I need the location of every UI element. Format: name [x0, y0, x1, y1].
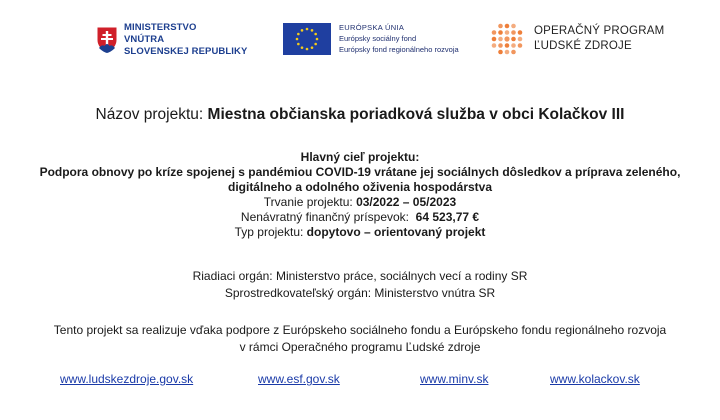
eu-line2: Európsky sociálny fond: [339, 34, 417, 43]
project-title: [0, 106, 720, 124]
ministry-line1: MINISTERSTVO: [124, 22, 197, 33]
op-dot: [511, 37, 516, 42]
op-dot: [498, 37, 503, 42]
op-dot: [505, 30, 510, 35]
type-row: [0, 225, 720, 240]
op-logo-text: [534, 24, 664, 54]
project-details: [0, 150, 720, 240]
op-dot: [505, 24, 510, 29]
ministry-logo-text: [124, 22, 247, 58]
eu-star: [306, 27, 309, 30]
eu-logo: [283, 22, 459, 55]
goal-line1: Podpora obnovy po kríze spojenej s pandémiou COVID-19 vrátane jej sociálnych dôsledkov a príprava zeleného,: [39, 165, 681, 179]
duration-row: [0, 195, 720, 210]
logo-bar: [0, 18, 720, 68]
eu-line3: Európsky fond regionálneho rozvoja: [339, 45, 459, 54]
support-statement: [0, 322, 720, 356]
eu-star: [311, 46, 314, 49]
op-line1: OPERAČNÝ PROGRAM: [534, 25, 665, 37]
ministry-logo: [96, 22, 247, 58]
eu-flag-icon: [283, 23, 331, 55]
duration-label: Trvanie projektu:: [263, 195, 353, 209]
op-dot: [492, 43, 497, 48]
op-dot: [498, 24, 503, 29]
type-value: dopytovo – orientovaný projekt: [306, 225, 486, 239]
intermediate-body: Sprostredkovateľský orgán: Ministerstvo vnútra SR: [224, 286, 496, 300]
ministry-line3: SLOVENSKEJ REPUBLIKY: [124, 46, 248, 57]
eu-star: [311, 29, 314, 32]
link-esf[interactable]: www.esf.gov.sk: [258, 372, 340, 386]
organizations: [0, 268, 720, 302]
eu-star: [301, 29, 304, 32]
type-label: Typ projektu:: [234, 225, 304, 239]
links-row: [0, 372, 720, 392]
link-kolackov[interactable]: www.kolackov.sk: [550, 372, 640, 386]
op-dot: [518, 30, 523, 35]
dots-grid-icon: [490, 22, 524, 56]
link-minv[interactable]: www.minv.sk: [420, 372, 489, 386]
eu-star: [297, 32, 300, 35]
eu-line1: EURÓPSKA ÚNIA: [339, 23, 405, 32]
op-dot: [492, 37, 497, 42]
op-dot: [498, 43, 503, 48]
op-dot: [511, 30, 516, 35]
eu-star: [316, 37, 319, 40]
op-dot: [498, 30, 503, 35]
op-dot: [505, 50, 510, 55]
op-dot: [518, 43, 523, 48]
slovak-coat-of-arms-icon: [96, 26, 118, 54]
support-line1: Tento projekt sa realizuje vďaka podpore z Európskeho sociálneho fondu a Európskeho fondu regionálneho rozvoja: [53, 323, 667, 337]
eu-star: [306, 47, 309, 50]
goal-line2: digitálneho a odolného oživenia hospodárstva: [227, 180, 493, 194]
ministry-line2: VNÚTRA: [124, 34, 165, 45]
op-dot: [511, 50, 516, 55]
op-dot: [492, 30, 497, 35]
op-dot: [505, 43, 510, 48]
op-dot: [518, 37, 523, 42]
eu-star: [314, 32, 317, 35]
eu-star: [301, 46, 304, 49]
op-dot: [498, 50, 503, 55]
eu-logo-text: [339, 22, 459, 55]
managing-authority: Riadiaci orgán: Ministerstvo práce, sociálnych vecí a rodiny SR: [192, 269, 528, 283]
eu-star: [297, 42, 300, 45]
op-line2: ĽUDSKÉ ZDROJE: [534, 40, 632, 52]
link-ludskezdroje[interactable]: www.ludskezdroje.gov.sk: [60, 372, 194, 386]
duration-value: 03/2022 – 05/2023: [356, 195, 457, 209]
goal-heading: Hlavný cieľ projektu:: [300, 150, 420, 164]
op-dot: [511, 24, 516, 29]
grant-label: Nenávratný finančný príspevok:: [240, 210, 409, 224]
grant-value: 64 523,77 €: [415, 210, 480, 224]
op-logo: [490, 22, 664, 56]
op-dot: [504, 36, 509, 41]
eu-star: [296, 37, 299, 40]
project-label: Názov projektu:: [95, 106, 204, 123]
support-line2: v rámci Operačného programu Ľudské zdroje: [239, 340, 481, 354]
eu-star: [314, 42, 317, 45]
op-dot: [511, 43, 516, 48]
grant-row: [0, 210, 720, 225]
project-name: Miestna občianska poriadková služba v obci Kolačkov III: [207, 106, 625, 123]
